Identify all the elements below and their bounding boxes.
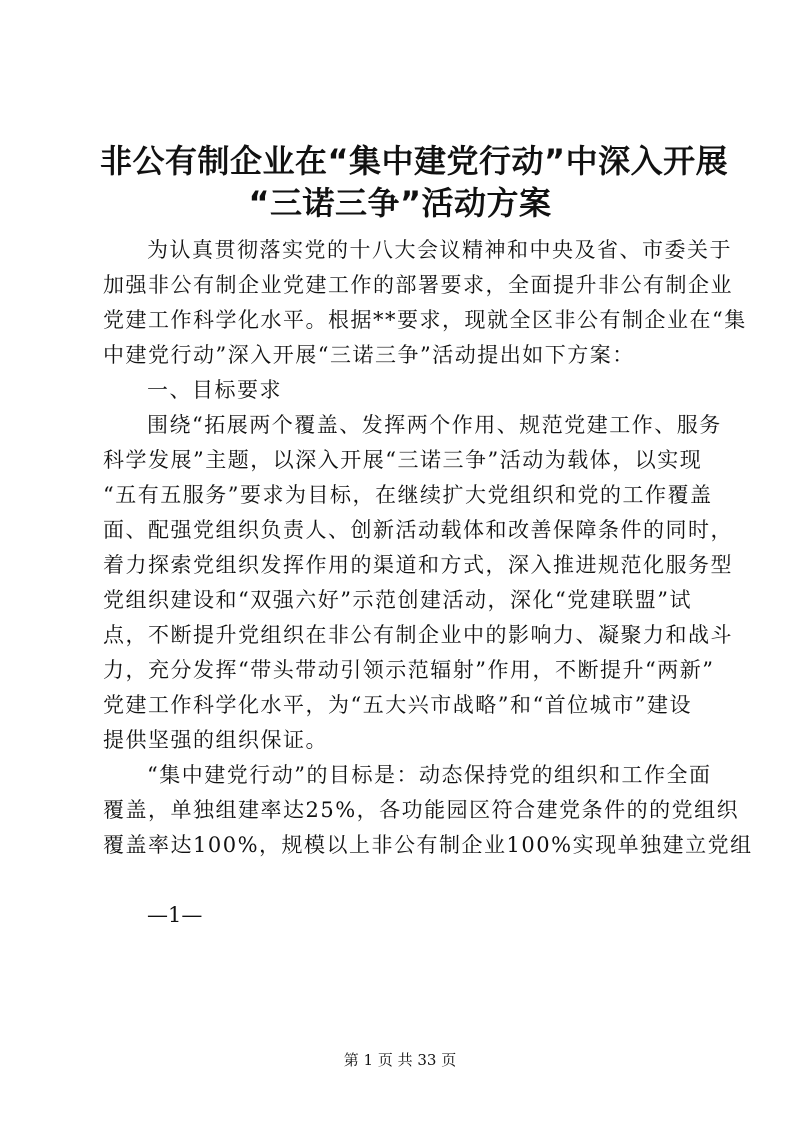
paragraph-2-line-2: 科学发展”主题，以深入开展“三诺三争”活动为载体，以实现 — [103, 448, 703, 472]
document-title-line-2: “三诺三争”活动方案 — [248, 184, 552, 222]
paragraph-2-line-1: 围绕“拓展两个覆盖、发挥两个作用、规范党建工作、服务 — [147, 413, 722, 437]
paragraph-3-line-3: 覆盖率达100%，规模以上非公有制企业100%实现单独建立党组 — [103, 833, 753, 857]
paragraph-1-line-3: 党建工作科学化水平。根据**要求，现就全区非公有制企业在“集 — [103, 308, 747, 332]
paragraph-1-line-2: 加强非公有制企业党建工作的部署要求，全面提升非公有制企业 — [103, 273, 733, 297]
page-number-mark: —1— — [147, 903, 203, 927]
paragraph-2-line-3: “五有五服务”要求为目标，在继续扩大党组织和党的工作覆盖 — [103, 483, 713, 507]
paragraph-1-line-4: 中建党行动”深入开展“三诺三争”活动提出如下方案： — [103, 343, 635, 367]
paragraph-2-line-9: 党建工作科学化水平，为“五大兴市战略”和“首位城市”建设 — [103, 693, 692, 717]
page-footer: 第 1 页 共 33 页 — [343, 1051, 457, 1069]
paragraph-2-line-5: 着力探索党组织发挥作用的渠道和方式，深入推进规范化服务型 — [103, 553, 733, 577]
paragraph-1-line-1: 为认真贯彻落实党的十八大会议精神和中央及省、市委关于 — [147, 238, 732, 262]
paragraph-3-line-2: 覆盖，单独组建率达25%，各功能园区符合建党条件的的党组织 — [103, 798, 740, 822]
document-title-line-1: 非公有制企业在“集中建党行动”中深入开展 — [100, 142, 729, 180]
paragraph-2-line-6: 党组织建设和“双强六好”示范创建活动，深化“党建联盟”试 — [103, 588, 692, 612]
paragraph-2-line-7: 点，不断提升党组织在非公有制企业中的影响力、凝聚力和战斗 — [103, 623, 733, 647]
paragraph-2-line-4: 面、配强党组织负责人、创新活动载体和改善保障条件的同时， — [103, 518, 733, 542]
paragraph-2-line-10: 提供坚强的组织保证。 — [103, 728, 328, 752]
paragraph-3-line-1: “集中建党行动”的目标是：动态保持党的组织和工作全面 — [147, 763, 712, 787]
paragraph-2-line-8: 力，充分发挥“带头带动引领示范辐射”作用，不断提升“两新” — [103, 658, 715, 682]
section-heading-1: 一、目标要求 — [147, 378, 282, 402]
body-text — [103, 233, 753, 863]
